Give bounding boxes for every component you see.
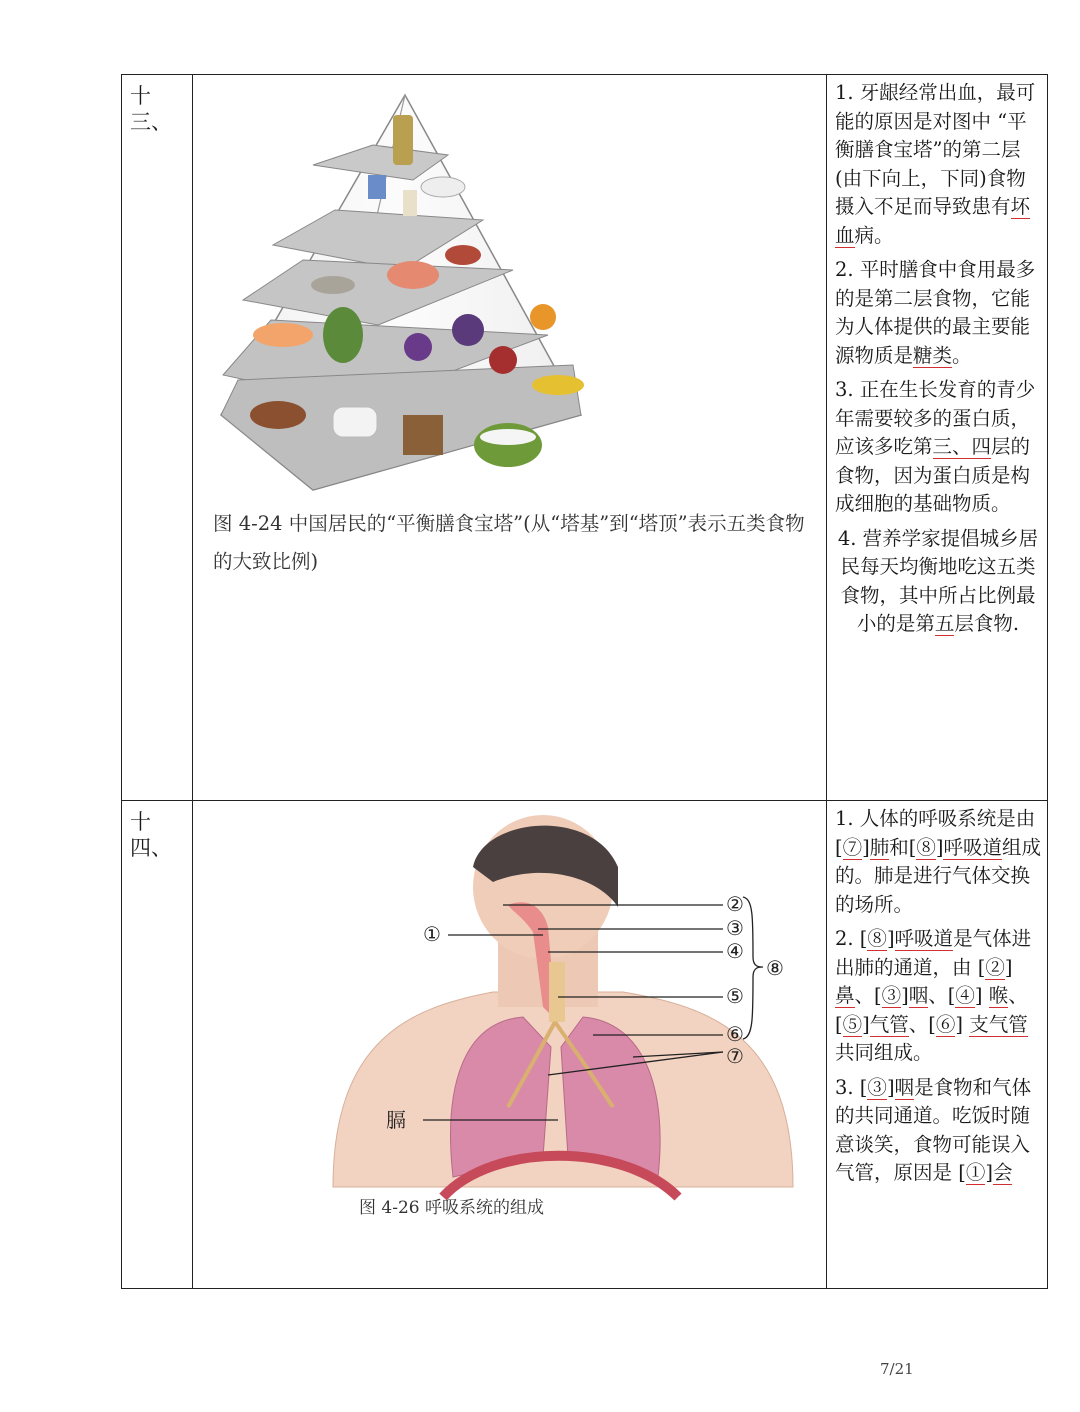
- answer-paragraph: 3. [③]咽是食物和气体的共同通道。吃饭时随意谈笑，食物可能误入气管，原因是 [①]会: [835, 1075, 1032, 1184]
- answer-paragraph: 3. 正在生长发育的青少年需要较多的蛋白质，应该多吃第三、四层的食物，因为蛋白质是构成细胞的基础物质。: [835, 378, 1036, 515]
- answer-underline: ⑦: [842, 835, 863, 859]
- label-8: ⑧: [766, 956, 784, 980]
- answer-underline: 三、四: [932, 435, 992, 458]
- food-pyramid-figure: [213, 85, 633, 505]
- answer-underline: 咽: [894, 1075, 915, 1099]
- label-2: ②: [726, 892, 744, 916]
- figure-cell: [193, 801, 827, 1289]
- answer-cell: [827, 801, 1048, 1289]
- label-diaphragm: 膈: [386, 1108, 406, 1132]
- label-1: ①: [423, 922, 441, 946]
- answer-underline: ⑥: [935, 1012, 956, 1036]
- table-row: [122, 75, 1048, 801]
- answer-underline: 鼻: [835, 984, 855, 1007]
- answer-underline: 呼吸道: [894, 927, 954, 950]
- respiratory-system-figure: [293, 807, 813, 1227]
- label-7: ⑦: [726, 1044, 744, 1068]
- answer-underline: 呼吸道: [943, 835, 1002, 859]
- answer-underline: 咽: [908, 984, 929, 1007]
- figure-caption: 图 4-24 中国居民的“平衡膳食宝塔”(从“塔基”到“塔顶”表示五类食物的大致比例): [213, 512, 805, 573]
- answer-underline: ③: [881, 984, 902, 1007]
- answer-underline: 气管: [869, 1012, 909, 1036]
- answer-underline: ⑧: [867, 927, 887, 950]
- label-4: ④: [726, 939, 744, 963]
- question-number: 十四、: [122, 801, 193, 1289]
- label-5: ⑤: [726, 984, 744, 1008]
- answer-paragraph: 1. 人体的呼吸系统是由[⑦]肺和[⑧]呼吸道组成的。肺是进行气体交换的场所。: [835, 807, 1042, 916]
- page-number: 7/21: [880, 1360, 914, 1378]
- worksheet-table: [121, 74, 1048, 1289]
- answer-cell: [827, 75, 1048, 801]
- answer-underline: ③: [867, 1075, 887, 1099]
- answer-paragraph: 4. 营养学家提倡城乡居民每天均衡地吃这五类食物，其中所占比例最小的是第五层食物.: [837, 526, 1039, 635]
- answer-paragraph: 2. 平时膳食中食用最多的是第二层食物，它能为人体提供的最主要能源物质是糖类。: [835, 258, 1036, 367]
- answer-underline: ④: [955, 984, 975, 1007]
- answer-underline: 喉: [988, 984, 1009, 1007]
- answer-underline: 糖类: [913, 343, 953, 367]
- answer-underline: 肺: [869, 835, 890, 859]
- answer-underline: ⑤: [842, 1012, 863, 1036]
- figure-caption: 图 4-26 呼吸系统的组成: [359, 1198, 544, 1218]
- table-row: [122, 801, 1048, 1289]
- answer-underline: 支气管: [969, 1012, 1028, 1036]
- question-number: 十三、: [122, 75, 193, 801]
- answer-underline: ②: [985, 955, 1005, 979]
- answer-paragraph: 1. 牙龈经常出血，最可能的原因是对图中 “平衡膳食宝塔”的第二层(由下向上，下同)食物摄入不足而导致患有坏血病。: [835, 81, 1036, 247]
- answer-paragraph: 2. [⑧]呼吸道是气体进出肺的通道，由 [②]鼻、[③]咽、[④] 喉、[⑤]气管、[⑥] 支气管共同组成。: [835, 927, 1032, 1064]
- answer-underline: ①: [965, 1161, 986, 1184]
- answer-underline: 会: [992, 1161, 1013, 1184]
- figure-cell: [193, 75, 827, 801]
- answer-underline: 坏血: [835, 195, 1031, 247]
- label-6: ⑥: [726, 1022, 744, 1046]
- answer-underline: 五: [934, 612, 955, 635]
- answer-underline: ⑧: [916, 835, 936, 859]
- label-3: ③: [726, 916, 744, 940]
